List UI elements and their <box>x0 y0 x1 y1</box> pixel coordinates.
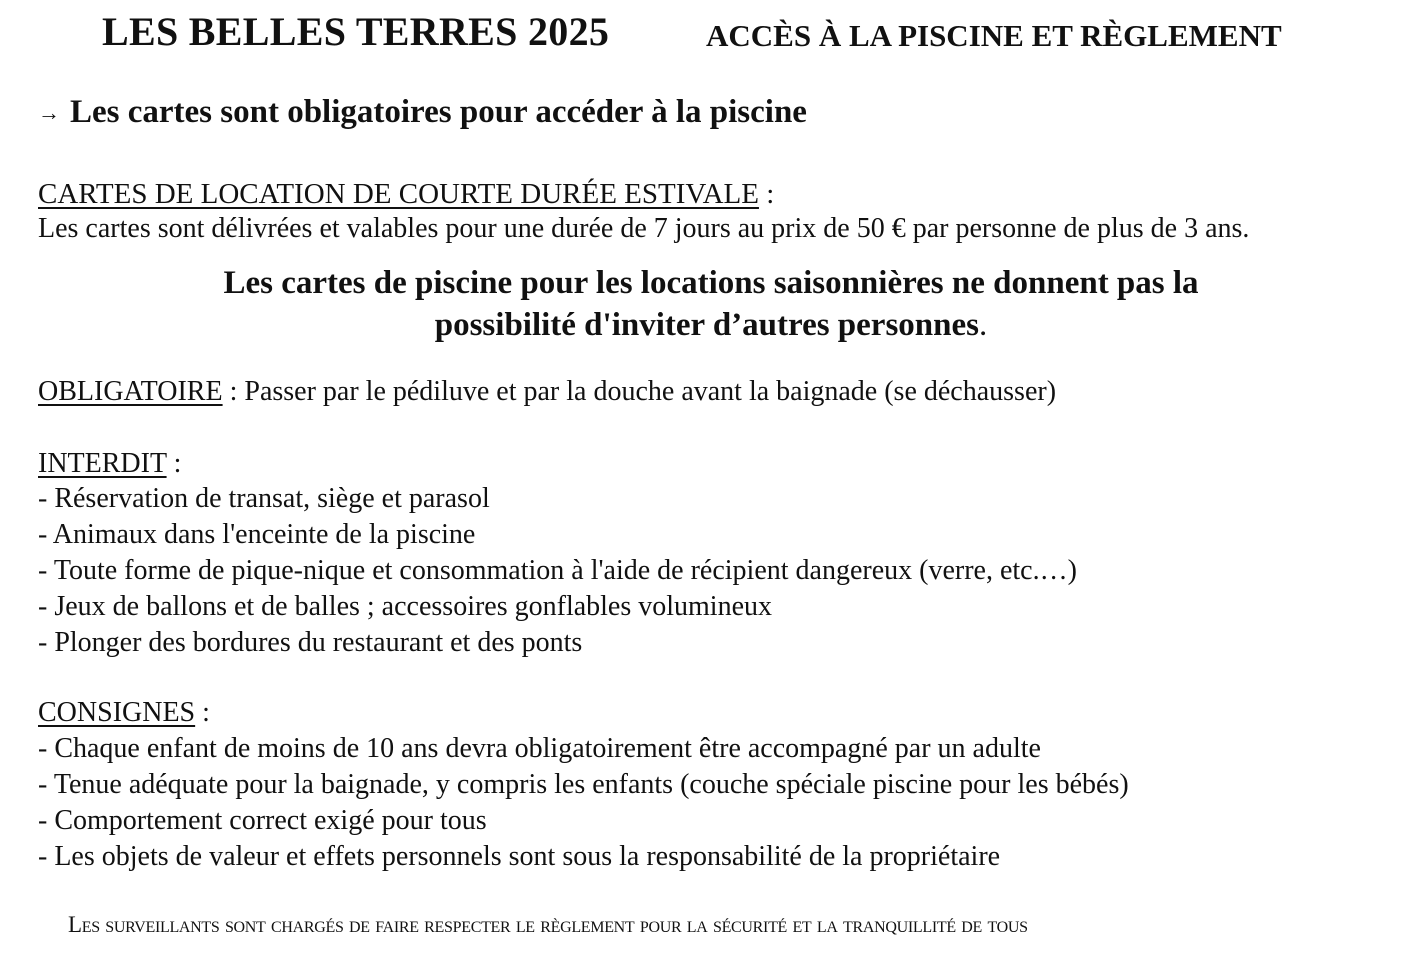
list-item: - Jeux de ballons et de balles ; accessoires gonflables volumineux <box>38 591 773 622</box>
short-rental-heading-colon: : <box>758 178 775 210</box>
consignes-heading-colon: : <box>195 697 210 728</box>
document-title: LES BELLES TERRES 2025 <box>102 9 610 54</box>
list-item: - Réservation de transat, siège et parasol <box>38 483 490 514</box>
obligatoire-line <box>38 376 1056 408</box>
notice-line-2-period: . <box>979 307 988 343</box>
short-rental-heading <box>38 178 774 211</box>
list-item: - Toute forme de pique-nique et consommation à l'aide de récipient dangereux (verre, etc.…) <box>38 555 1077 586</box>
list-item: - Animaux dans l'enceinte de la piscine <box>38 519 476 550</box>
intro-line <box>38 94 807 131</box>
list-item: - Tenue adéquate pour la baignade, y compris les enfants (couche spéciale piscine pour les bébés) <box>38 769 1129 800</box>
list-item: - Comportement correct exigé pour tous <box>38 805 487 836</box>
interdit-heading-colon: : <box>166 448 182 479</box>
short-rental-text: Les cartes sont délivrées et valables pour une durée de 7 jours au prix de 50 € par personne de plus de 3 ans. <box>38 213 1250 244</box>
consignes-heading <box>38 697 210 729</box>
arrow-right-icon: → <box>38 100 60 125</box>
obligatoire-text: : Passer par le pédiluve et par la douche avant la baignade (se déchausser) <box>222 376 1057 407</box>
footer-note: Les surveillants sont chargés de faire respecter le règlement pour la sécurité et la tranquillité de tous <box>68 912 1028 937</box>
notice-line-1: Les cartes de piscine pour les locations saisonnières ne donnent pas la <box>223 265 1199 301</box>
notice-line-2 <box>0 307 1422 344</box>
short-rental-heading-label: CARTES DE LOCATION DE COURTE DURÉE ESTIVALE <box>38 178 759 210</box>
consignes-heading-label: CONSIGNES <box>38 697 196 728</box>
list-item: - Les objets de valeur et effets personnels sont sous la responsabilité de la propriétaire <box>38 841 1001 872</box>
document-subtitle: ACCÈS À LA PISCINE ET RÈGLEMENT <box>706 18 1282 53</box>
interdit-heading-label: INTERDIT <box>38 448 167 479</box>
obligatoire-heading: OBLIGATOIRE <box>38 376 223 407</box>
notice-line-2-text: possibilité d'inviter d’autres personnes <box>434 307 979 343</box>
list-item: - Plonger des bordures du restaurant et des ponts <box>38 627 583 658</box>
list-item: - Chaque enfant de moins de 10 ans devra obligatoirement être accompagné par un adulte <box>38 733 1041 764</box>
intro-text: Les cartes sont obligatoires pour accéder à la piscine <box>70 94 807 130</box>
interdit-heading <box>38 448 181 480</box>
